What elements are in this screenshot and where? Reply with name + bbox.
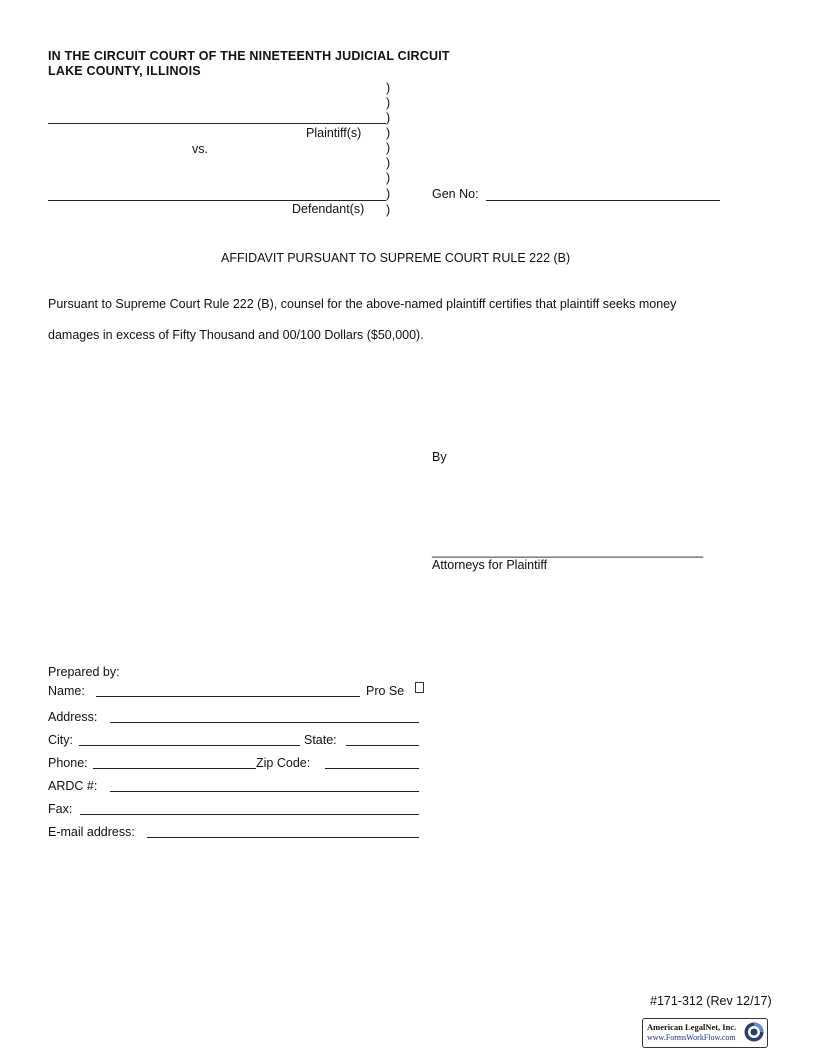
plaintiff-label: Plaintiff(s) <box>306 126 362 140</box>
caption-paren-1: ) <box>386 81 391 95</box>
name-field[interactable] <box>96 696 360 697</box>
phone-label: Phone: <box>48 756 88 770</box>
caption-paren-6: ) <box>386 156 391 170</box>
logo-company-name: American LegalNet, Inc. <box>647 1022 737 1032</box>
address-label: Address: <box>48 710 98 724</box>
pro-se-checkbox[interactable] <box>415 682 424 693</box>
gen-no-label: Gen No: <box>432 187 479 201</box>
zip-code-field[interactable] <box>325 768 419 769</box>
prepared-by-heading: Prepared by: <box>48 665 120 679</box>
email-label: E-mail address: <box>48 825 135 839</box>
caption-paren-3: ) <box>386 111 391 125</box>
caption-paren-2: ) <box>386 96 391 110</box>
fax-field[interactable] <box>80 814 419 815</box>
attorneys-label: Attorneys for Plaintiff <box>432 558 548 572</box>
vs-label: vs. <box>192 142 208 156</box>
globe-arrow-icon <box>743 1021 765 1043</box>
caption-paren-9: ) <box>386 203 391 217</box>
city-field[interactable] <box>79 745 300 746</box>
pro-se-label: Pro Se <box>366 684 405 698</box>
defendant-label: Defendant(s) <box>292 202 365 216</box>
document-title: AFFIDAVIT PURSUANT TO SUPREME COURT RULE 222 (B) <box>221 251 571 265</box>
state-field[interactable] <box>346 745 419 746</box>
ardc-field[interactable] <box>110 791 419 792</box>
logo-website: www.FormsWorkFlow.com <box>647 1033 736 1042</box>
form-number: #171-312 (Rev 12/17) <box>650 994 772 1008</box>
by-label: By <box>432 450 447 464</box>
court-name-line: IN THE CIRCUIT COURT OF THE NINETEENTH JUDICIAL CIRCUIT <box>48 49 450 63</box>
email-field[interactable] <box>147 837 419 838</box>
county-line: LAKE COUNTY, ILLINOIS <box>48 64 201 78</box>
city-label: City: <box>48 733 73 747</box>
defendant-name-line[interactable] <box>48 200 386 201</box>
plaintiff-name-line[interactable] <box>48 123 386 124</box>
caption-paren-4: ) <box>386 126 391 140</box>
signature-line[interactable]: _______________________________________ <box>432 544 704 558</box>
body-line-1: Pursuant to Supreme Court Rule 222 (B), counsel for the above-named plaintiff certifies that plaintiff seeks money <box>48 297 677 311</box>
name-label: Name: <box>48 684 85 698</box>
caption-paren-7: ) <box>386 171 391 185</box>
caption-paren-8: ) <box>386 187 391 201</box>
american-legalnet-logo <box>642 1018 768 1048</box>
gen-no-field[interactable] <box>486 200 720 201</box>
address-field[interactable] <box>110 722 419 723</box>
body-line-2: damages in excess of Fifty Thousand and 00/100 Dollars ($50,000). <box>48 328 424 342</box>
ardc-label: ARDC #: <box>48 779 98 793</box>
caption-paren-5: ) <box>386 141 391 155</box>
state-label: State: <box>304 733 337 747</box>
phone-field[interactable] <box>93 768 256 769</box>
zip-code-label: Zip Code: <box>256 756 311 770</box>
fax-label: Fax: <box>48 802 73 816</box>
